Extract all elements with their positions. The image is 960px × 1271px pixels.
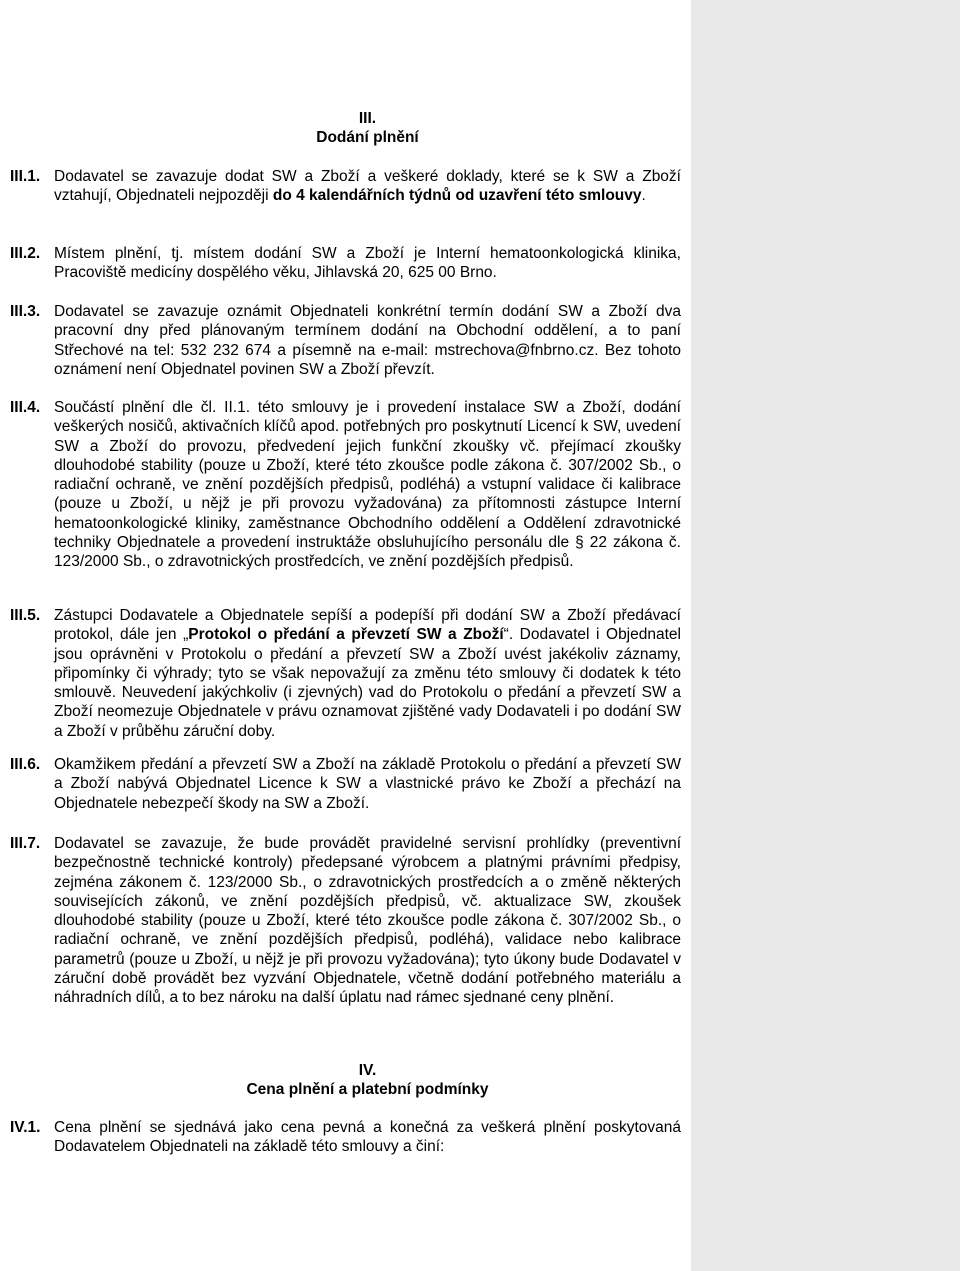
clause-number: IV.1. xyxy=(10,1119,41,1136)
text-run: Součástí plnění dle čl. II.1. této smlouvy je i provedení instalace SW a Zboží, dodání veškerých nosičů, aktivačních klíčů apod. potřebných pro poskytnutí Licencí k SW, uvedení SW a Zboží do provozu, předvedení jejich funkční zkoušky vč. přejímací zkoušky dlouhodobé stability (pouze u Zboží, které této zkoušce podle zákona č. 307/2002 Sb., o radiační ochraně, ve znění pozdějších předpisů, podléhá) a vstupní validace či kalibrace (pouze u Zboží, u nějž je při provozu vyžadována) za přítomnosti zástupce Interní hematoonkologické kliniky, zaměstnance Obchodního oddělení a Oddělení zdravotnické techniky Objednatele a provedení instruktáže obsluhujícího personálu dle § 22 zákona č. 123/2000 Sb., o zdravotnických prostředcích, ve znění pozdějších předpisů. xyxy=(54,399,681,571)
clause-number: III.4. xyxy=(10,399,41,416)
text-run: Dodavatel se zavazuje dodat SW a Zboží a veškeré doklady, které se k SW a Zboží vztahují, Objednateli nejpozději xyxy=(54,168,681,205)
text-run: Zástupci Dodavatele a Objednatele sepíší a podepíší při dodání SW a Zboží předávací protokol, dále jen „ xyxy=(54,607,681,644)
section-number: III. xyxy=(358,110,377,127)
clause-number: III.7. xyxy=(10,835,41,852)
emphasis-text: do 4 kalendářních týdnů od uzavření této smlouvy xyxy=(272,187,642,205)
text-run: Místem plnění, tj. místem dodání SW a Zboží je Interní hematoonkologická klinika, Pracoviště medicíny dospělého věku, Jihlavská 20, 625 00 Brno. xyxy=(54,245,681,282)
text-run: Dodavatel se zavazuje, že bude provádět pravidelné servisní prohlídky (preventivní bezpečnostně technické kontroly) předepsané výrobcem a platnými právními předpisy, zejména zákonem č. 123/2000 Sb., o zdravotnických prostředcích a o změně některých souvisejících zákonů, ve znění pozdějších předpisů, vč. aktualizace SW, zkoušek dlouhodobé stability (pouze u Zboží, které této zkoušce podle zákona č. 307/2002 Sb., o radiační ochraně, ve znění pozdějších předpisů, podléhá), validace nebo kalibrace parametrů (pouze u Zboží, u nějž je při provozu vyžadována); tyto úkony bude Dodavatel v záruční době provádět bez vyzvání Objednatele, včetně dodání potřebného materiálu a náhradních dílů, a to bez nároku na další úplatu nad rámec sjednané ceny plnění. xyxy=(54,835,681,1007)
clause-number: III.5. xyxy=(10,607,41,624)
section-number: IV. xyxy=(358,1062,377,1079)
emphasis-text: Protokol o předání a převzetí SW a Zboží xyxy=(188,626,504,644)
section-heading-3 xyxy=(54,109,681,147)
clause-number: III.2. xyxy=(10,245,41,262)
clause-text xyxy=(54,398,681,572)
clause-text xyxy=(54,834,681,1008)
text-run: Dodavatel se zavazuje oznámit Objednateli konkrétní termín dodání SW a Zboží dva pracovní dny před plánovaným termínem dodání na Obchodní oddělení, a to paní Střechové na tel: 532 232 674 a písemně na e-mail: mstrechova@fnbrno.cz. Bez tohoto oznámení není Objednatel povinen SW a Zboží převzít. xyxy=(54,303,681,378)
clause-text xyxy=(54,606,681,741)
comment-pane xyxy=(691,0,960,1271)
section-title: Dodání plnění xyxy=(316,129,419,146)
clause-text xyxy=(54,244,681,283)
text-run: “. Dodavatel i Objednatel jsou oprávněni v Protokolu o předání a převzetí SW a Zboží uvést jakékoliv záznamy, připomínky či výhrady; tyto se však nepovažují za změnu této smlouvy či dodatek k této smlouvě. Neuvedení jakýchkoliv (i zjevných) vad do Protokolu o předání a převzetí SW a Zboží neomezuje Objednatele v právu oznamovat zjištěné vady Dodavateli i po dodání SW a Zboží v průběhu záruční doby. xyxy=(54,626,681,740)
text-run: . xyxy=(641,187,646,205)
clause-number: III.3. xyxy=(10,303,41,320)
clause-text xyxy=(54,167,681,206)
text-run: Cena plnění se sjednává jako cena pevná a konečná za veškerá plnění poskytovaná Dodavatelem Objednateli na základě této smlouvy a činí: xyxy=(54,1119,681,1156)
text-run: Okamžikem předání a převzetí SW a Zboží na základě Protokolu o předání a převzetí SW a Zboží nabývá Objednatel Licence k SW a vlastnické právo ke Zboží a přechází na Objednatele nebezpečí škody na SW a Zboží. xyxy=(54,756,681,812)
clause-text xyxy=(54,1118,681,1157)
clause-text xyxy=(54,302,681,379)
clause-number: III.1. xyxy=(10,168,41,185)
clause-text xyxy=(54,755,681,813)
section-title: Cena plnění a platební podmínky xyxy=(246,1081,489,1098)
section-heading-4 xyxy=(54,1061,681,1099)
clause-number: III.6. xyxy=(10,756,41,773)
